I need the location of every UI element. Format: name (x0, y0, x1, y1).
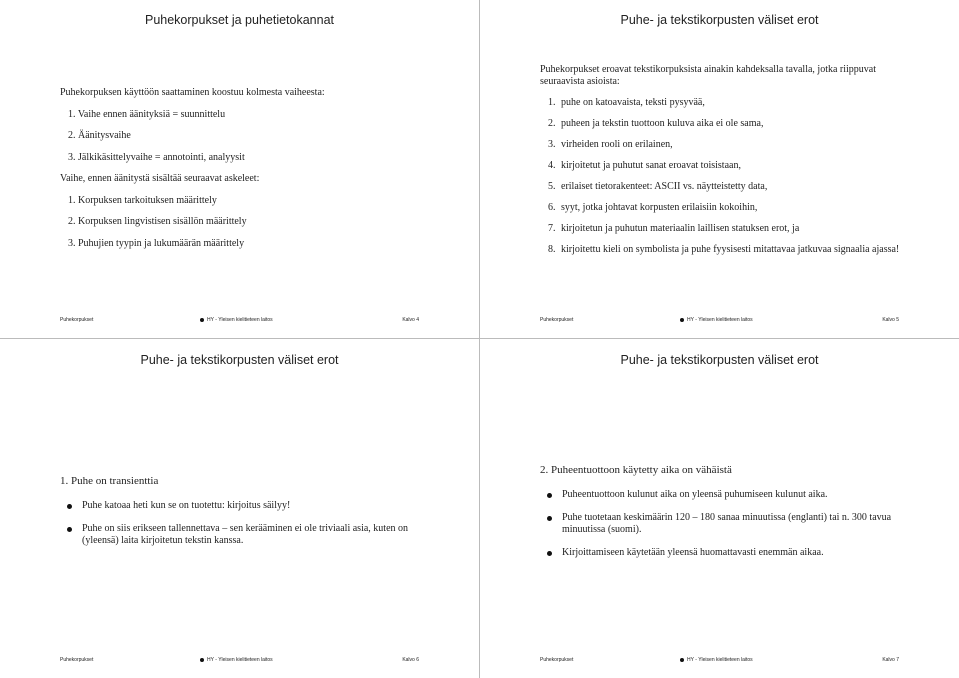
slide-kalvo-6 (0, 340, 479, 678)
list-item: Puhe tuotetaan keskimäärin 120 – 180 sanaa minuutissa (englanti) tai n. 300 tavua minuutissa (suomi). (540, 512, 899, 536)
slide-footer (540, 317, 899, 325)
footer-left: Puhekorpukset (540, 657, 574, 663)
footer-right: Kalvo 7 (882, 657, 899, 663)
section-heading: 1. Puhe on transienttia (60, 475, 159, 487)
list-item: Puhe on siis erikseen tallennettava – sen kerääminen ei ole triviaali asia, kuten on (yleensä) laita kirjoitetun tekstin kanssa. (60, 523, 419, 547)
footer-mid: HY - Yleisen kielitieteen laitos (200, 657, 273, 663)
footer-right: Kalvo 5 (882, 317, 899, 323)
list-item: Kirjoittamiseen käytetään yleensä huomattavasti enemmän aikaa. (540, 547, 899, 559)
footer-right: Kalvo 6 (402, 657, 419, 663)
footer-right: Kalvo 4 (402, 317, 419, 323)
slide-title: Puhe- ja tekstikorpusten väliset erot (620, 353, 819, 367)
slide-title: Puhekorpukset ja puhetietokannat (144, 13, 335, 27)
bullet-icon (60, 523, 82, 547)
sub-intro-text: Vaihe, ennen äänitystä sisältää seuraavat askeleet: (60, 173, 260, 184)
slide-body (60, 87, 459, 259)
slide-body (60, 475, 419, 558)
footer-mid: HY - Yleisen kielitieteen laitos (200, 317, 273, 323)
slide-footer (60, 317, 419, 325)
footer-mid: HY - Yleisen kielitieteen laitos (680, 657, 753, 663)
list-item: 5. erilaiset tietorakenteet: ASCII vs. näytteistetty data, (548, 181, 768, 192)
slide-footer (540, 657, 899, 665)
list-item: 6. syyt, jotka johtavat korpusten erilaisiin kokoihin, (548, 202, 758, 213)
bullet-icon (680, 318, 684, 322)
list-item: 2. puheen ja tekstin tuottoon kuluva aika ei ole sama, (548, 118, 764, 129)
slide-kalvo-4 (0, 0, 479, 338)
list-item: 3. Jälkikäsittelyvaihe = annotointi, analyysit (68, 151, 245, 163)
list-item: 3. Puhujien tyypin ja lukumäärän määrittely (68, 237, 245, 249)
bullet-icon (540, 489, 562, 501)
intro-text: Puhekorpuksen käyttöön saattaminen koostuu kolmesta vaiheesta: (60, 87, 325, 98)
footer-left: Puhekorpukset (60, 657, 94, 663)
slide-title: Puhe- ja tekstikorpusten väliset erot (620, 13, 819, 27)
list-item: Puheentuottoon kulunut aika on yleensä puhumiseen kulunut aika. (540, 489, 899, 501)
section-heading: 2. Puheentuottoon käytetty aika on vähäistä (540, 464, 732, 476)
slide-title: Puhe- ja tekstikorpusten väliset erot (140, 353, 339, 367)
bullet-icon (680, 658, 684, 662)
list-item: Puhe katoaa heti kun se on tuotettu: kirjoitus säilyy! (60, 500, 419, 512)
list-item: 8. kirjoitettu kieli on symbolista ja puhe fyysisesti mitattavaa jatkuvaa signaalia ajassa! (548, 244, 900, 255)
bullet-icon (60, 500, 82, 512)
bullet-icon (200, 318, 204, 322)
list-item: 2. Korpuksen lingvistisen sisällön määrittely (68, 216, 247, 227)
footer-mid: HY - Yleisen kielitieteen laitos (680, 317, 753, 323)
bullet-icon (540, 547, 562, 559)
slide-kalvo-7 (480, 340, 959, 678)
footer-left: Puhekorpukset (60, 317, 94, 323)
footer-left: Puhekorpukset (540, 317, 574, 323)
slide-body (540, 64, 919, 265)
list-item: 2. Äänitysvaihe (68, 130, 131, 141)
bullet-icon (540, 512, 562, 536)
list-item: 1. Vaihe ennen äänityksiä = suunnittelu (68, 108, 226, 120)
slide-footer (60, 657, 419, 665)
list-item: 7. kirjoitetun ja puhutun materiaalin laillisen statuksen erot, ja (548, 223, 800, 234)
list-item: 3. virheiden rooli on erilainen, (548, 139, 673, 150)
list-item: 1. Korpuksen tarkoituksen määrittely (68, 194, 217, 206)
list-item: 1. puhe on katoavaista, teksti pysyvää, (548, 97, 705, 108)
bullet-icon (200, 658, 204, 662)
intro-text: Puhekorpukset eroavat tekstikorpuksista ainakin kahdeksalla tavalla, jotka riippuvat seuraavista asioista: (540, 64, 877, 87)
slide-kalvo-5 (480, 0, 959, 338)
list-item: 4. kirjoitetut ja puhutut sanat eroavat toisistaan, (548, 160, 741, 171)
horizontal-divider (0, 338, 959, 339)
slide-body (540, 464, 899, 570)
